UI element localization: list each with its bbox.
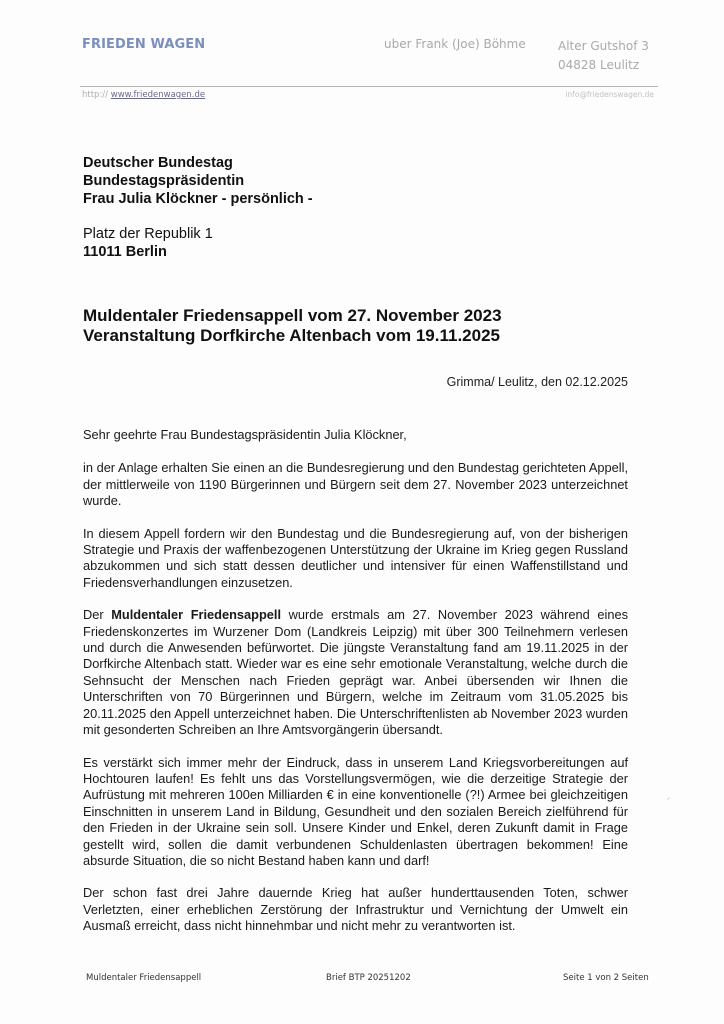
footer-reference: Brief BTP 20251202 <box>326 973 411 983</box>
letterhead-email: info@friedenswagen.de <box>565 90 654 99</box>
recipient-city: 11011 Berlin <box>83 244 167 260</box>
paragraph-1: in der Anlage erhalten Sie einen an die Bundesregierung und den Bundestag gerichteten Appell, der mittlerweile von 1190 Bürgerinnen und Bürgern seit dem 27. November 2023 unterzeichnet wurde. <box>83 460 628 509</box>
letterhead-address-street: Alter Gutshof 3 <box>558 39 649 53</box>
appeal-name-emphasis: Muldentaler Friedensappell <box>111 607 282 623</box>
letterhead-sender: uber Frank (Joe) Böhme <box>384 37 526 51</box>
letterhead-address <box>558 37 649 75</box>
subject-line-1: Muldentaler Friedensappell vom 27. November 2023 <box>83 306 502 325</box>
recipient-address-block <box>83 154 313 261</box>
letterhead-website <box>82 90 205 100</box>
footer-document-name: Muldentaler Friedensappell <box>86 973 202 983</box>
url-prefix: http:// <box>82 90 109 100</box>
paragraph-2: In diesem Appell fordern wir den Bundestag und die Bundesregierung auf, von der bisherigen Strategie und Praxis der waffenbezogenen Unterstützung der Ukraine im Krieg gegen Russland abzukommen und sich statt dessen deutlicher und intensiver für einen Waffenstillstand und Friedensverhandlungen einzusetzen. <box>83 525 628 590</box>
website-link[interactable]: www.friedenwagen.de <box>110 90 206 100</box>
recipient-street: Platz der Republik 1 <box>83 226 213 242</box>
recipient-title: Bundestagspräsidentin <box>83 173 245 189</box>
place-and-date: Grimma/ Leulitz, den 02.12.2025 <box>446 375 628 389</box>
salutation: Sehr geehrte Frau Bundestagspräsidentin Julia Klöckner, <box>83 427 407 442</box>
paragraph-3-start: Der <box>83 607 112 623</box>
letterhead-address-city: 04828 Leulitz <box>558 58 640 72</box>
scan-artifact <box>667 797 670 800</box>
paragraph-4: Es verstärkt sich immer mehr der Eindruck, dass in unserem Land Kriegsvorbereitungen auf Hochtouren laufen! Es fehlt uns das Vorstellungsvermögen, wie die derzeitige Strategie der Aufrüstung mit mehreren 100en Milliarden € in eine konventionelle (?!) Armee bei gleichzeitigen Einschnitten in unserem Land in Bildung, Gesundheit und den sozialen Bereich zielführend für den Frieden in der Ukraine sein soll. Unsere Kinder und Enkel, deren Zukunft damit in Frage gestellt wird, sollen die damit verbundenen Schuldenlasten übertragen bekommen! Eine absurde Situation, die so nicht Bestand haben kann und darf! <box>83 754 628 868</box>
recipient-name: Frau Julia Klöckner - persönlich - <box>83 191 313 207</box>
letterhead-brand: FRIEDEN WAGEN <box>82 37 206 52</box>
recipient-institution: Deutscher Bundestag <box>83 155 233 171</box>
letter-subject <box>83 306 502 346</box>
letterhead-divider <box>80 86 658 87</box>
letter-body <box>83 427 628 951</box>
subject-line-2: Veranstaltung Dorfkirche Altenbach vom 19.11.2025 <box>83 326 500 345</box>
footer-page-number: Seite 1 von 2 Seiten <box>563 973 649 983</box>
paragraph-3-rest: wurde erstmals am 27. November 2023 während eines Friedenskonzertes im Wurzener Dom (Landkreis Leipzig) mit über 300 Teilnehmern verlesen und durch die Anwesenden befürwortet. Die jüngste Veranstaltung fand am 19.11.2025 in der Dorfkirche Altenbach statt. Wieder war es eine sehr emotionale Veranstaltung, welche durch die Sehnsucht der Menschen nach Frieden geprägt war. Anbei übersenden wir Ihnen die Unterschriften von 70 Bürgerinnen und Bürgern, welche im Zeitraum vom 31.05.2025 bis 20.11.2025 den Appell unterzeichnet haben. Die Unterschriftenlisten ab November 2023 wurden mit gesonderten Schreiben an Ihre Amtsvorgängerin übersandt. <box>83 607 628 738</box>
spacer <box>83 208 313 225</box>
paragraph-3 <box>83 607 628 738</box>
paragraph-5: Der schon fast drei Jahre dauernde Krieg hat außer hunderttausenden Toten, schwer Verletzten, einer erheblichen Zerstörung der Infrastruktur und Vernichtung der Umwelt ein Ausmaß erreicht, dass nicht hinnehmbar und nicht mehr zu verantworten ist. <box>83 885 628 934</box>
